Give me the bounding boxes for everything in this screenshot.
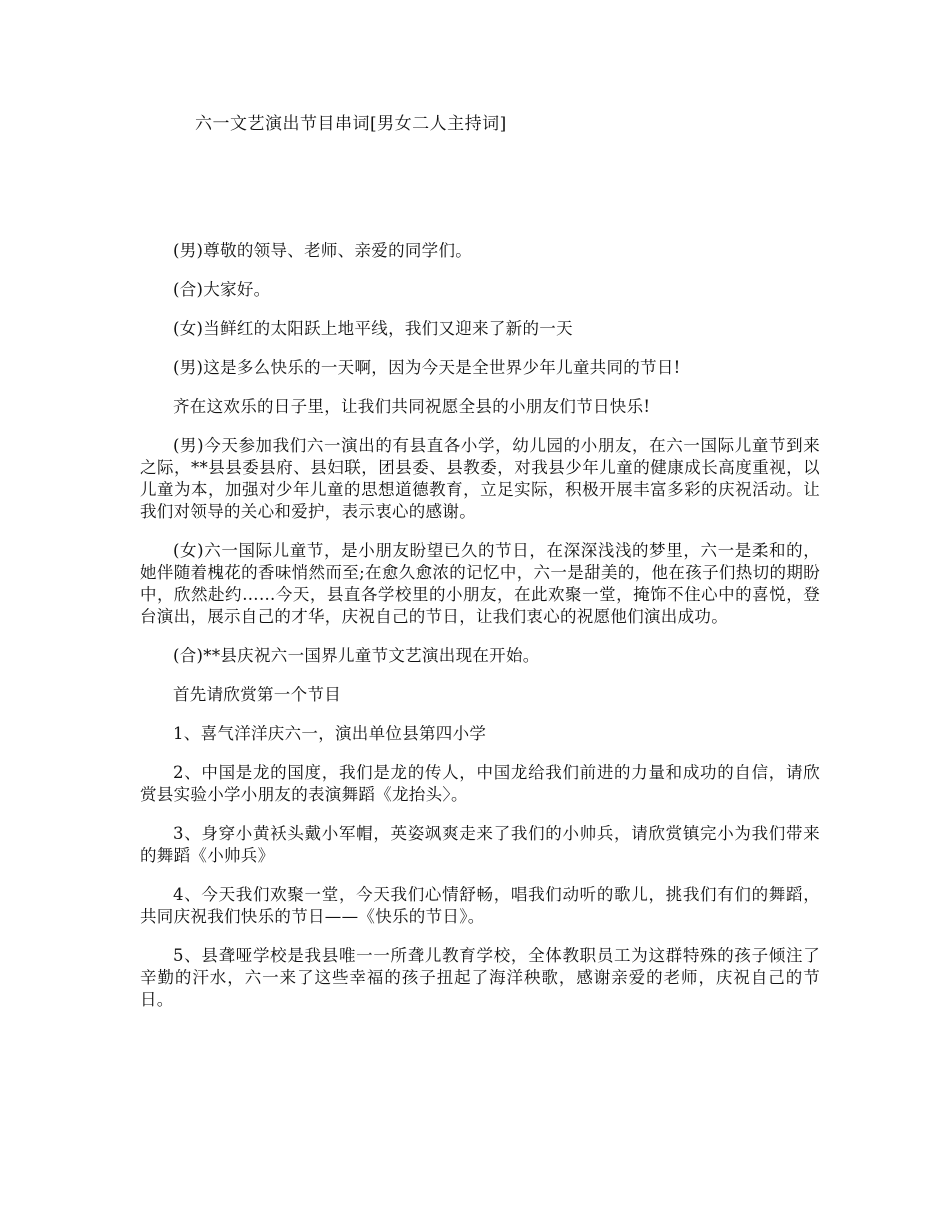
paragraph: 1、喜气洋洋庆六一，演出单位县第四小学 xyxy=(173,724,487,743)
paragraph: (男)今天参加我们六一演出的有县直各小学，幼儿园的小朋友，在六一国际儿童节到来之际，**县县委县府、县妇联，团县委、县教委，对我县少年儿童的健康成长高度重视，以儿童为本，加强对少年儿童的思想道德教育，立足实际，积极开展丰富多彩的庆祝活动。让我们对领导的关心和爱护，表示衷心的感谢。 xyxy=(140,436,820,521)
paragraph: (合)大家好。 xyxy=(173,280,271,299)
paragraph: 3、身穿小黄袄头戴小军帽，英姿飒爽走来了我们的小帅兵，请欣赏镇完小为我们带来的舞蹈《小帅兵》 xyxy=(140,824,820,865)
paragraph: 首先请欣赏第一个节目 xyxy=(173,685,341,704)
paragraph: (男)这是多么快乐的一天啊，因为今天是全世界少年儿童共同的节日! xyxy=(173,358,681,377)
paragraph: 2、中国是龙的国度，我们是龙的传人，中国龙给我们前进的力量和成功的自信，请欣赏县实验小学小朋友的表演舞蹈《龙抬头〉。 xyxy=(140,763,820,804)
paragraph: (合)**县庆祝六一国界儿童节文艺演出现在开始。 xyxy=(173,646,540,665)
paragraph: 4、今天我们欢聚一堂，今天我们心情舒畅，唱我们动听的歌儿，挑我们有们的舞蹈，共同庆祝我们快乐的节日——《快乐的节日》。 xyxy=(140,885,820,926)
paragraph: (女)六一国际儿童节，是小朋友盼望已久的节日，在深深浅浅的梦里，六一是柔和的，她伴随着槐花的香味悄然而至;在愈久愈浓的记忆中，六一是甜美的，他在孩子们热切的期盼中，欣然赴约……今天，县直各学校里的小朋友，在此欢聚一堂，掩饰不住心中的喜悦，登台演出，展示自己的才华，庆祝自己的节日，让我们衷心的祝愿他们演出成功。 xyxy=(140,541,820,626)
document-body xyxy=(140,240,820,1028)
paragraph: (女)当鲜红的太阳跃上地平线，我们又迎来了新的一天 xyxy=(173,319,573,338)
paragraph: 5、县聋哑学校是我县唯一一所聋儿教育学校，全体教职员工为这群特殊的孩子倾注了辛勤的汗水，六一来了这些幸福的孩子扭起了海洋秧歌，感谢亲爱的老师，庆祝自己的节日。 xyxy=(140,946,820,1009)
paragraph: 齐在这欢乐的日子里，让我们共同祝愿全县的小朋友们节日快乐! xyxy=(173,397,651,416)
document-title: 六一文艺演出节目串词[男女二人主持词] xyxy=(195,114,507,134)
paragraph: (男)尊敬的领导、老师、亲爱的同学们。 xyxy=(173,241,473,260)
